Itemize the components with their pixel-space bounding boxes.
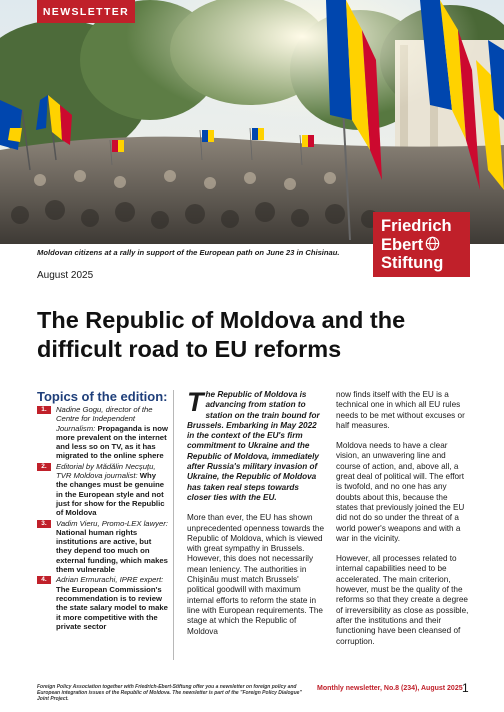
topic-author: Vadim Vieru, Promo-LEX lawyer:: [56, 518, 168, 528]
topic-author: Adrian Ermurachi, IPRE expert:: [56, 575, 164, 585]
topic-headline: National human rights institutions are active, but they depend too much on external funding, which makes them vulnerable: [56, 527, 168, 575]
topic-author: Nadine Gogu, director of the Centre for Independent Journalism:: [56, 405, 153, 433]
topics-list: [37, 405, 168, 632]
topic-number: 2.: [37, 463, 51, 471]
logo-row-2: [381, 236, 470, 256]
body-paragraph: now finds itself with the EU is a technical one in which all EU rules needs to be met without excuses or half measures.: [336, 390, 465, 430]
logo-line-3: Stiftung: [381, 254, 444, 272]
footer-note: Foreign Policy Association together with Friedrich-Ebert-Stiftung offer you a newsletter on foreign policy and European integration issues of the Republic of Moldova. The newsletter is part of the "Foreign Policy Dialogue" Joint Project.: [37, 684, 302, 703]
topic-headline: Why the changes must be genuine in the European style and not just for show for the Republic of Moldova: [56, 471, 165, 518]
lead-text: he Republic of Moldova is advancing from station to station on the train bound for Brussels. Embarking in May 2022 in the context of the EU's firm commitment to Ukraine and the Republic of Moldova, immediately after Russia's military invasion of Ukraine, the Republic of Moldova has taken real steps towards closer ties with the EU.: [187, 390, 320, 502]
topic-item: [37, 519, 168, 575]
newsletter-badge: NEWSLETTER: [37, 0, 135, 23]
topic-headline: Propaganda is now more prevalent on the internet and less so on TV, as it has migrated to the online sphere: [56, 423, 168, 461]
page-number: 1: [462, 681, 469, 695]
body-paragraph: However, all processes related to internal capabilities need to be accelerated. The main criterion, however, must be the quality of the reforms so that they create a degree of irreversibility as close as possible, after the institutions and their functioning have been cleansed of corruption.: [336, 554, 469, 646]
topic-number: 3.: [37, 520, 51, 528]
article-column-1: [187, 387, 325, 647]
body-paragraph: Moldova needs to have a clear vision, an unwavering line and course of action, and, above all, a great deal of political will. The effort is twofold, and no one has any doubts about this, because the states that previously joined the EU did not do so under the threat of a world power's weapons and with a war in the vicinity.: [336, 441, 465, 543]
topic-item: [37, 405, 168, 461]
page-title: The Republic of Moldova and the difficult road to EU reforms: [37, 307, 406, 362]
logo-line-1: Friedrich: [381, 217, 452, 235]
rally-photo-illustration: [0, 0, 504, 244]
topic-item: [37, 462, 168, 518]
globe-icon: [425, 236, 440, 256]
article-column-2: [336, 390, 470, 657]
topic-author: Editorial by Mădălin Necșuțu, TVR Moldova journalist:: [56, 461, 156, 481]
topics-heading: Topics of the edition:: [37, 389, 168, 404]
lead-paragraph: [187, 387, 325, 503]
topic-number: 1.: [37, 406, 51, 414]
drop-cap: T: [187, 387, 204, 417]
issue-date: August 2025: [37, 270, 94, 281]
topic-number: 4.: [37, 576, 51, 584]
fes-logo: [373, 212, 470, 277]
logo-line-2: Ebert: [381, 235, 424, 254]
topic-headline: The European Commission's recommendation is to review the state salary model to make it more competitive with the private sector: [56, 584, 168, 631]
photo-caption: Moldovan citizens at a rally in support of the European path on June 23 in Chisinau.: [37, 248, 340, 257]
topic-item: [37, 575, 168, 631]
hero-photo: [0, 0, 504, 244]
footer-issue: Monthly newsletter, No.8 (234), August 2025: [317, 685, 463, 692]
body-paragraph: More than ever, the EU has shown unprecedented openness towards the Republic of Moldova, which is viewed with great sympathy in Brussels. However, this does not necessarily mean leniency. The authorities in Chișinău must match Brussels' political goodwill with maximum internal efforts to reform the state in line with European requirements. The stage at which the Republic of Moldova: [187, 513, 325, 636]
column-divider: [173, 390, 174, 660]
